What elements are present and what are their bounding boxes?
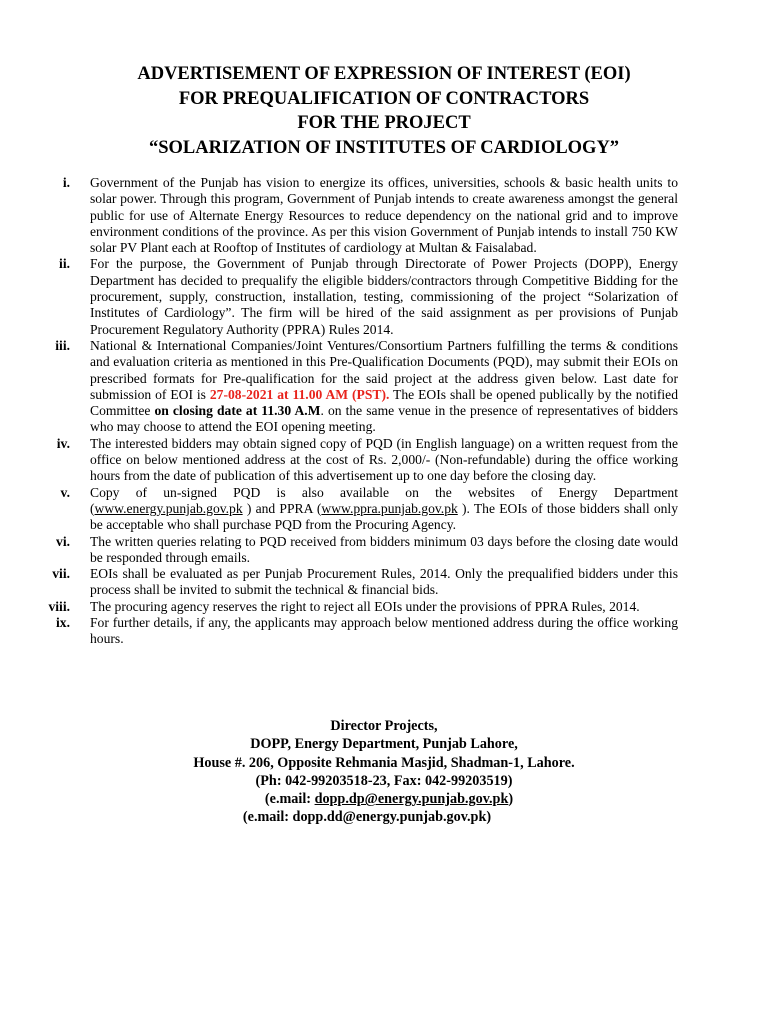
email-suffix: ) [508,791,514,808]
address-line: House #. 206, Opposite Rehmania Masjid, Shadman-1, Lahore. [193,754,575,771]
email-line-2: (e.mail: dopp.dd@energy.punjab.gov.pk) [242,809,492,826]
clause-iv [0,436,768,485]
clause-ii [0,256,768,337]
clause-text [90,338,678,436]
clause-number: iv. [56,435,70,451]
clause-text: EOIs shall be evaluated as per Punjab Procurement Rules, 2014. Only the prequalified bidders under this process shall be invited to submit the technical & financial bids. [90,566,678,598]
clause-number: ix. [56,615,70,631]
clause-text-part: . on the same venue in the presence of representatives of bidders who may choose to attend the EOI opening meeting. [90,403,678,435]
ppra-link[interactable]: www.ppra.punjab.gov.pk [321,500,458,516]
address-line: DOPP, Energy Department, Punjab Lahore, [250,736,518,753]
clause-vii [0,566,768,599]
opening-time: on closing date at 11.30 A.M [154,403,321,419]
clause-ix [0,615,768,648]
title-line-3: FOR THE PROJECT [297,113,471,133]
title-line-2: FOR PREQUALIFICATION OF CONTRACTORS [178,88,590,109]
email-line-1 [5,790,768,808]
clause-text-part: The EOIs shall be opened publically by the notified Committee [90,386,679,419]
clause-list [0,175,768,648]
clause-text-part: ). The EOIs of those bidders shall only be acceptable who shall purchase PQD from the Procuring Agency. [90,500,678,533]
energy-dept-link[interactable]: www.energy.punjab.gov.pk [94,500,243,516]
contact-address [0,717,768,827]
clause-number: viii. [48,598,70,614]
clause-vi [0,534,768,567]
clause-number: iii. [55,337,70,353]
clause-number: ii. [59,256,70,272]
clause-viii [0,599,768,615]
clause-text [90,485,678,534]
page-title [0,62,768,160]
clause-text: The interested bidders may obtain signed copy of PQD (in English language) on a written request from the office on below mentioned address at the cost of Rs. 2,000/- (Non-refundable) during the office working hours from the date of publication of this advertisement up to one day before the closing day. [90,435,678,484]
title-line-4: “SOLARIZATION OF INSTITUTES OF CARDIOLOGY” [148,137,620,158]
clause-number: vi. [56,533,70,549]
address-line: Director Projects, [330,718,438,734]
email-prefix: (e.mail: [264,791,315,808]
clause-number: v. [60,484,70,500]
clause-text-part: National & International Companies/Joint Ventures/Consortium Partners fulfilling the terms & conditions and evaluation criteria as mentioned in this Pre-Qualification Documents (PQD), may submit their EOIs on prescribed formats for Pre-qualification for the said project at the address given below. Last date for submission of EOI is [90,337,678,402]
clause-number: i. [62,175,70,190]
email-link[interactable]: dopp.dp@energy.punjab.gov.pk [314,791,509,808]
clause-text: The written queries relating to PQD received from bidders minimum 03 days before the closing date would be responded through emails. [90,533,678,565]
closing-date: 27-08-2021 at 11.00 AM (PST). [209,386,390,402]
clause-text: The procuring agency reserves the right to reject all EOIs under the provisions of PPRA Rules, 2014. [90,598,640,614]
clause-text: Government of the Punjab has vision to energize its offices, universities, schools & basic health units to solar power. Through this program, Government of Punjab intends to create awareness amongst the general public for use of Alternate Energy Resources to reduce dependency on the national grid and to improve environment conditions of the province. As per this vision Government of Punjab intends to install 750 KW solar PV Plant each at Rooftop of Institutes of cardiology at Multan & Faisalabad. [90,175,678,256]
clause-number: vii. [52,566,70,582]
clause-text: For the purpose, the Government of Punjab through Directorate of Power Projects (DOPP), Energy Department has decided to prequalify the eligible bidders/contractors through Competitive Bidding for the procurement, supply, construction, installation, testing, commissioning of the project “Solarization of Institutes of Cardiology”. The firm will be hired of the said assignment as per provisions of Punjab Procurement Regulatory Authority (PPRA) Rules 2014. [90,256,678,337]
clause-text: For further details, if any, the applicants may approach below mentioned address during the office working hours. [90,615,678,647]
phone-fax-line: (Ph: 042-99203518-23, Fax: 042-99203519) [255,772,513,789]
clause-v [0,485,768,534]
clause-text-part: ) and PPRA ( [242,500,322,516]
title-line-1: ADVERTISEMENT OF EXPRESSION OF INTEREST (EOI) [137,64,631,84]
clause-i [0,175,768,256]
clause-iii [0,338,768,436]
clause-text-part: Copy of un-signed PQD is also available on the websites of Energy Department ( [90,484,678,516]
